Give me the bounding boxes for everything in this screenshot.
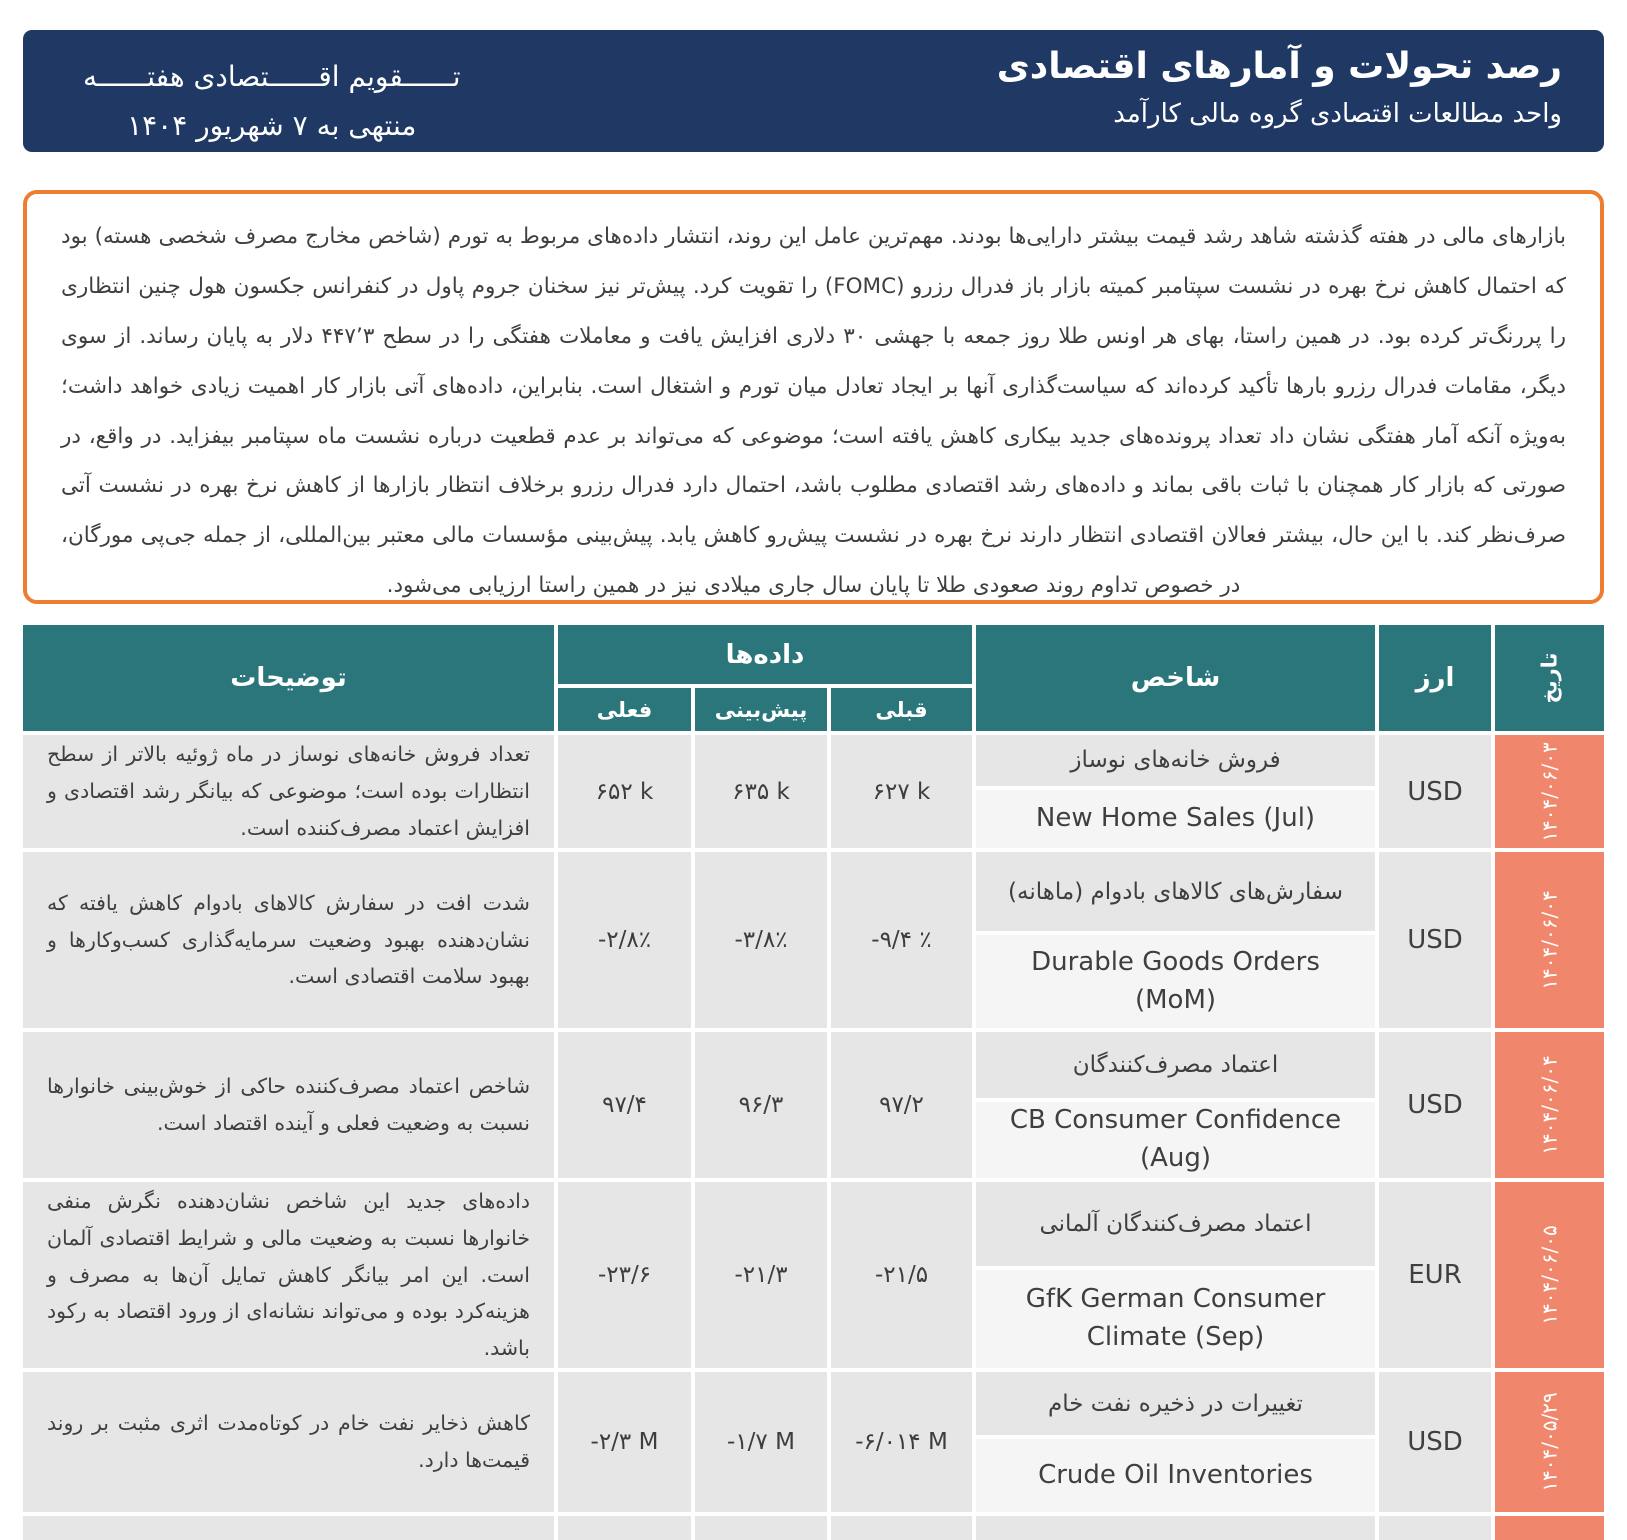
banner-calendar-block bbox=[83, 44, 461, 150]
column-header-data-group: داده‌ها bbox=[558, 625, 972, 684]
notes-cell bbox=[23, 1516, 554, 1540]
forecast-value bbox=[695, 1516, 827, 1540]
indicator-cell bbox=[976, 1516, 1375, 1540]
notes-cell: کاهش ذخایر نفت خام در کوتاه‌مدت اثری مثبت بر روند قیمت‌ها دارد. bbox=[23, 1372, 554, 1512]
column-header-previous: قبلی bbox=[831, 688, 972, 731]
indicator-cell bbox=[976, 1032, 1375, 1178]
weekly-summary-text: بازارهای مالی در هفته گذشته شاهد رشد قیمت بیشتر دارایی‌ها بودند. مهم‌ترین عامل این روند، انتشار داده‌های مربوط به تورم (شاخص مخارج مصرف شخصی هسته) بود که احتمال کاهش نرخ بهره در نشست سپتامبر کمیته بازار باز فدرال رزرو (FOMC) را تقویت کرد. پیش‌تر نیز سخنان جروم پاول در کنفرانس جکسون هول چنین انتظاری را پررنگ‌تر کرده بود. در همین راستا، بهای هر اونس طلا روز جمعه با جهشی ۳۰ دلاری افزایش یافت و معاملات هفتگی را در سطح ۳’۴۴۷ دلار به پایان رساند. از سوی دیگر، مقامات فدرال رزرو بارها تأکید کرده‌اند که سیاست‌گذاری آنها بر ایجاد تعادل میان تورم و اشتغال است. بنابراین، داده‌های آتی بازار کار اهمیت زیادی خواهد داشت؛ به‌ویژه آنکه آمار هفتگی نشان داد تعداد پرونده‌های جدید بیکاری کاهش یافته است؛ موضوعی که می‌تواند بر عدم قطعیت درباره نشست ماه سپتامبر بیفزاید. در واقع، در صورتی که بازار کار همچنان با ثبات باقی بماند و داده‌های رشد اقتصادی مطلوب باشد، احتمال دارد فدرال رزرو برخلاف انتظار بازارها از کاهش نرخ بهره در نشست آتی صرف‌نظر کند. با این حال، بیشتر فعالان اقتصادی انتظار دارند نرخ بهره در نشست پیش‌رو کاهش یابد. پیش‌بینی مؤسسات مالی معتبر بین‌المللی، از جمله جی‌پی مورگان، در خصوص تداوم روند صعودی طلا تا پایان سال جاری میلادی نیز در همین راستا ارزیابی می‌شود. bbox=[61, 224, 1566, 599]
notes-cell: داده‌های جدید این شاخص نشان‌دهنده نگرش منفی خانوارها نسبت به وضعیت مالی و شرایط اقتصادی آلمان است. این امر بیانگر کاهش تمایل آن‌ها به مصرف و هزینه‌کرد بوده و می‌تواند نشانه‌ای از ورود اقتصاد به رکود باشد. bbox=[23, 1182, 554, 1368]
column-header-date: تاریخ bbox=[1495, 625, 1604, 731]
indicator-name-fa: اعتماد مصرف‌کنندگان آلمانی bbox=[976, 1182, 1375, 1266]
notes-cell: تعداد فروش خانه‌های نوساز در ماه ژوئیه بالاتر از سطح انتظارات بوده است؛ موضوعی که بیانگر رشد اقتصادی و افزایش اعتماد مصرف‌کننده است. bbox=[23, 735, 554, 848]
date-cell: ۱۴۰۴/۰۶/۰۴ bbox=[1495, 852, 1604, 1028]
forecast-value: -۱/۷ M bbox=[695, 1372, 827, 1512]
current-value: -۲۳/۶ bbox=[558, 1182, 691, 1368]
notes-cell: شاخص اعتماد مصرف‌کننده حاکی از خوش‌بینی خانوارها نسبت به وضعیت فعلی و آینده اقتصاد است. bbox=[23, 1032, 554, 1178]
indicator-cell bbox=[976, 735, 1375, 848]
notes-cell: شدت افت در سفارش کالاهای بادوام کاهش یافته که نشان‌دهنده بهبود وضعیت سرمایه‌گذاری کسب‌وکارها و بهبود سلامت اقتصادی است. bbox=[23, 852, 554, 1028]
previous-value: -۹/۴ ٪ bbox=[831, 852, 972, 1028]
previous-value: ۶۲۷ k bbox=[831, 735, 972, 848]
indicator-name-fa: تغییرات در ذخیره نفت خام bbox=[976, 1372, 1375, 1435]
previous-value bbox=[831, 1516, 972, 1540]
indicator-name-en: New Home Sales (Jul) bbox=[976, 790, 1375, 848]
date-cell: ۱۴۰۴/۰۶/۰۳ bbox=[1495, 735, 1604, 848]
column-header-indicator: شاخص bbox=[976, 625, 1375, 731]
date-cell: ۱۴۰۴/۰۶/۰۴ bbox=[1495, 1032, 1604, 1178]
forecast-value: -۳/۸٪ bbox=[695, 852, 827, 1028]
indicator-name-fa: فروش خانه‌های نوساز bbox=[976, 735, 1375, 786]
column-header-forecast: پیش‌بینی bbox=[695, 688, 827, 731]
current-value: -۲/۸٪ bbox=[558, 852, 691, 1028]
report-subtitle: واحد مطالعات اقتصادی گروه مالی کارآمد bbox=[1113, 98, 1562, 129]
calendar-title: تــــــقویم اقــــــتصادی هفتــــــه bbox=[83, 60, 461, 93]
indicator-cell bbox=[976, 852, 1375, 1028]
indicator-name-en: Durable Goods Orders (MoM) bbox=[976, 935, 1375, 1028]
column-header-notes: توضیحات bbox=[23, 625, 554, 731]
title-banner bbox=[23, 30, 1604, 152]
column-header-currency: ارز bbox=[1379, 625, 1491, 731]
indicator-cell bbox=[976, 1372, 1375, 1512]
report-title: رصد تحولات و آمارهای اقتصادی bbox=[996, 46, 1562, 87]
currency-cell: USD bbox=[1379, 852, 1491, 1028]
indicator-name-en: CB Consumer Confidence (Aug) bbox=[976, 1102, 1375, 1178]
current-value bbox=[558, 1516, 691, 1540]
forecast-value: ۹۶/۳ bbox=[695, 1032, 827, 1178]
current-value: -۲/۳ M bbox=[558, 1372, 691, 1512]
banner-title-block bbox=[997, 44, 1562, 129]
column-header-current: فعلی bbox=[558, 688, 691, 731]
indicator-name-fa: سفارش‌های کالاهای بادوام (ماهانه) bbox=[976, 852, 1375, 931]
date-cell: ۱۴۰۴/۰۶/۰۵ bbox=[1495, 1182, 1604, 1368]
currency-cell: USD bbox=[1379, 735, 1491, 848]
calendar-week: منتهی به ۷ شهریور ۱۴۰۴ bbox=[127, 109, 417, 142]
economic-calendar-table bbox=[23, 625, 1604, 1540]
weekly-summary-box bbox=[23, 190, 1604, 604]
current-value: ۶۵۲ k bbox=[558, 735, 691, 848]
currency-cell: USD bbox=[1379, 1032, 1491, 1178]
indicator-name-en: GfK German Consumer Climate (Sep) bbox=[976, 1270, 1375, 1368]
current-value: ۹۷/۴ bbox=[558, 1032, 691, 1178]
previous-value: ۹۷/۲ bbox=[831, 1032, 972, 1178]
date-cell bbox=[1495, 1516, 1604, 1540]
indicator-name-fa bbox=[976, 1516, 1375, 1540]
forecast-value: -۲۱/۳ bbox=[695, 1182, 827, 1368]
currency-cell bbox=[1379, 1516, 1491, 1540]
indicator-name-en: Crude Oil Inventories bbox=[976, 1439, 1375, 1512]
previous-value: -۲۱/۵ bbox=[831, 1182, 972, 1368]
forecast-value: ۶۳۵ k bbox=[695, 735, 827, 848]
previous-value: -۶/۰۱۴ M bbox=[831, 1372, 972, 1512]
currency-cell: EUR bbox=[1379, 1182, 1491, 1368]
currency-cell: USD bbox=[1379, 1372, 1491, 1512]
indicator-name-fa: اعتماد مصرف‌کنندگان bbox=[976, 1032, 1375, 1098]
indicator-cell bbox=[976, 1182, 1375, 1368]
date-cell: ۱۴۰۴/۰۵/۲۹ bbox=[1495, 1372, 1604, 1512]
